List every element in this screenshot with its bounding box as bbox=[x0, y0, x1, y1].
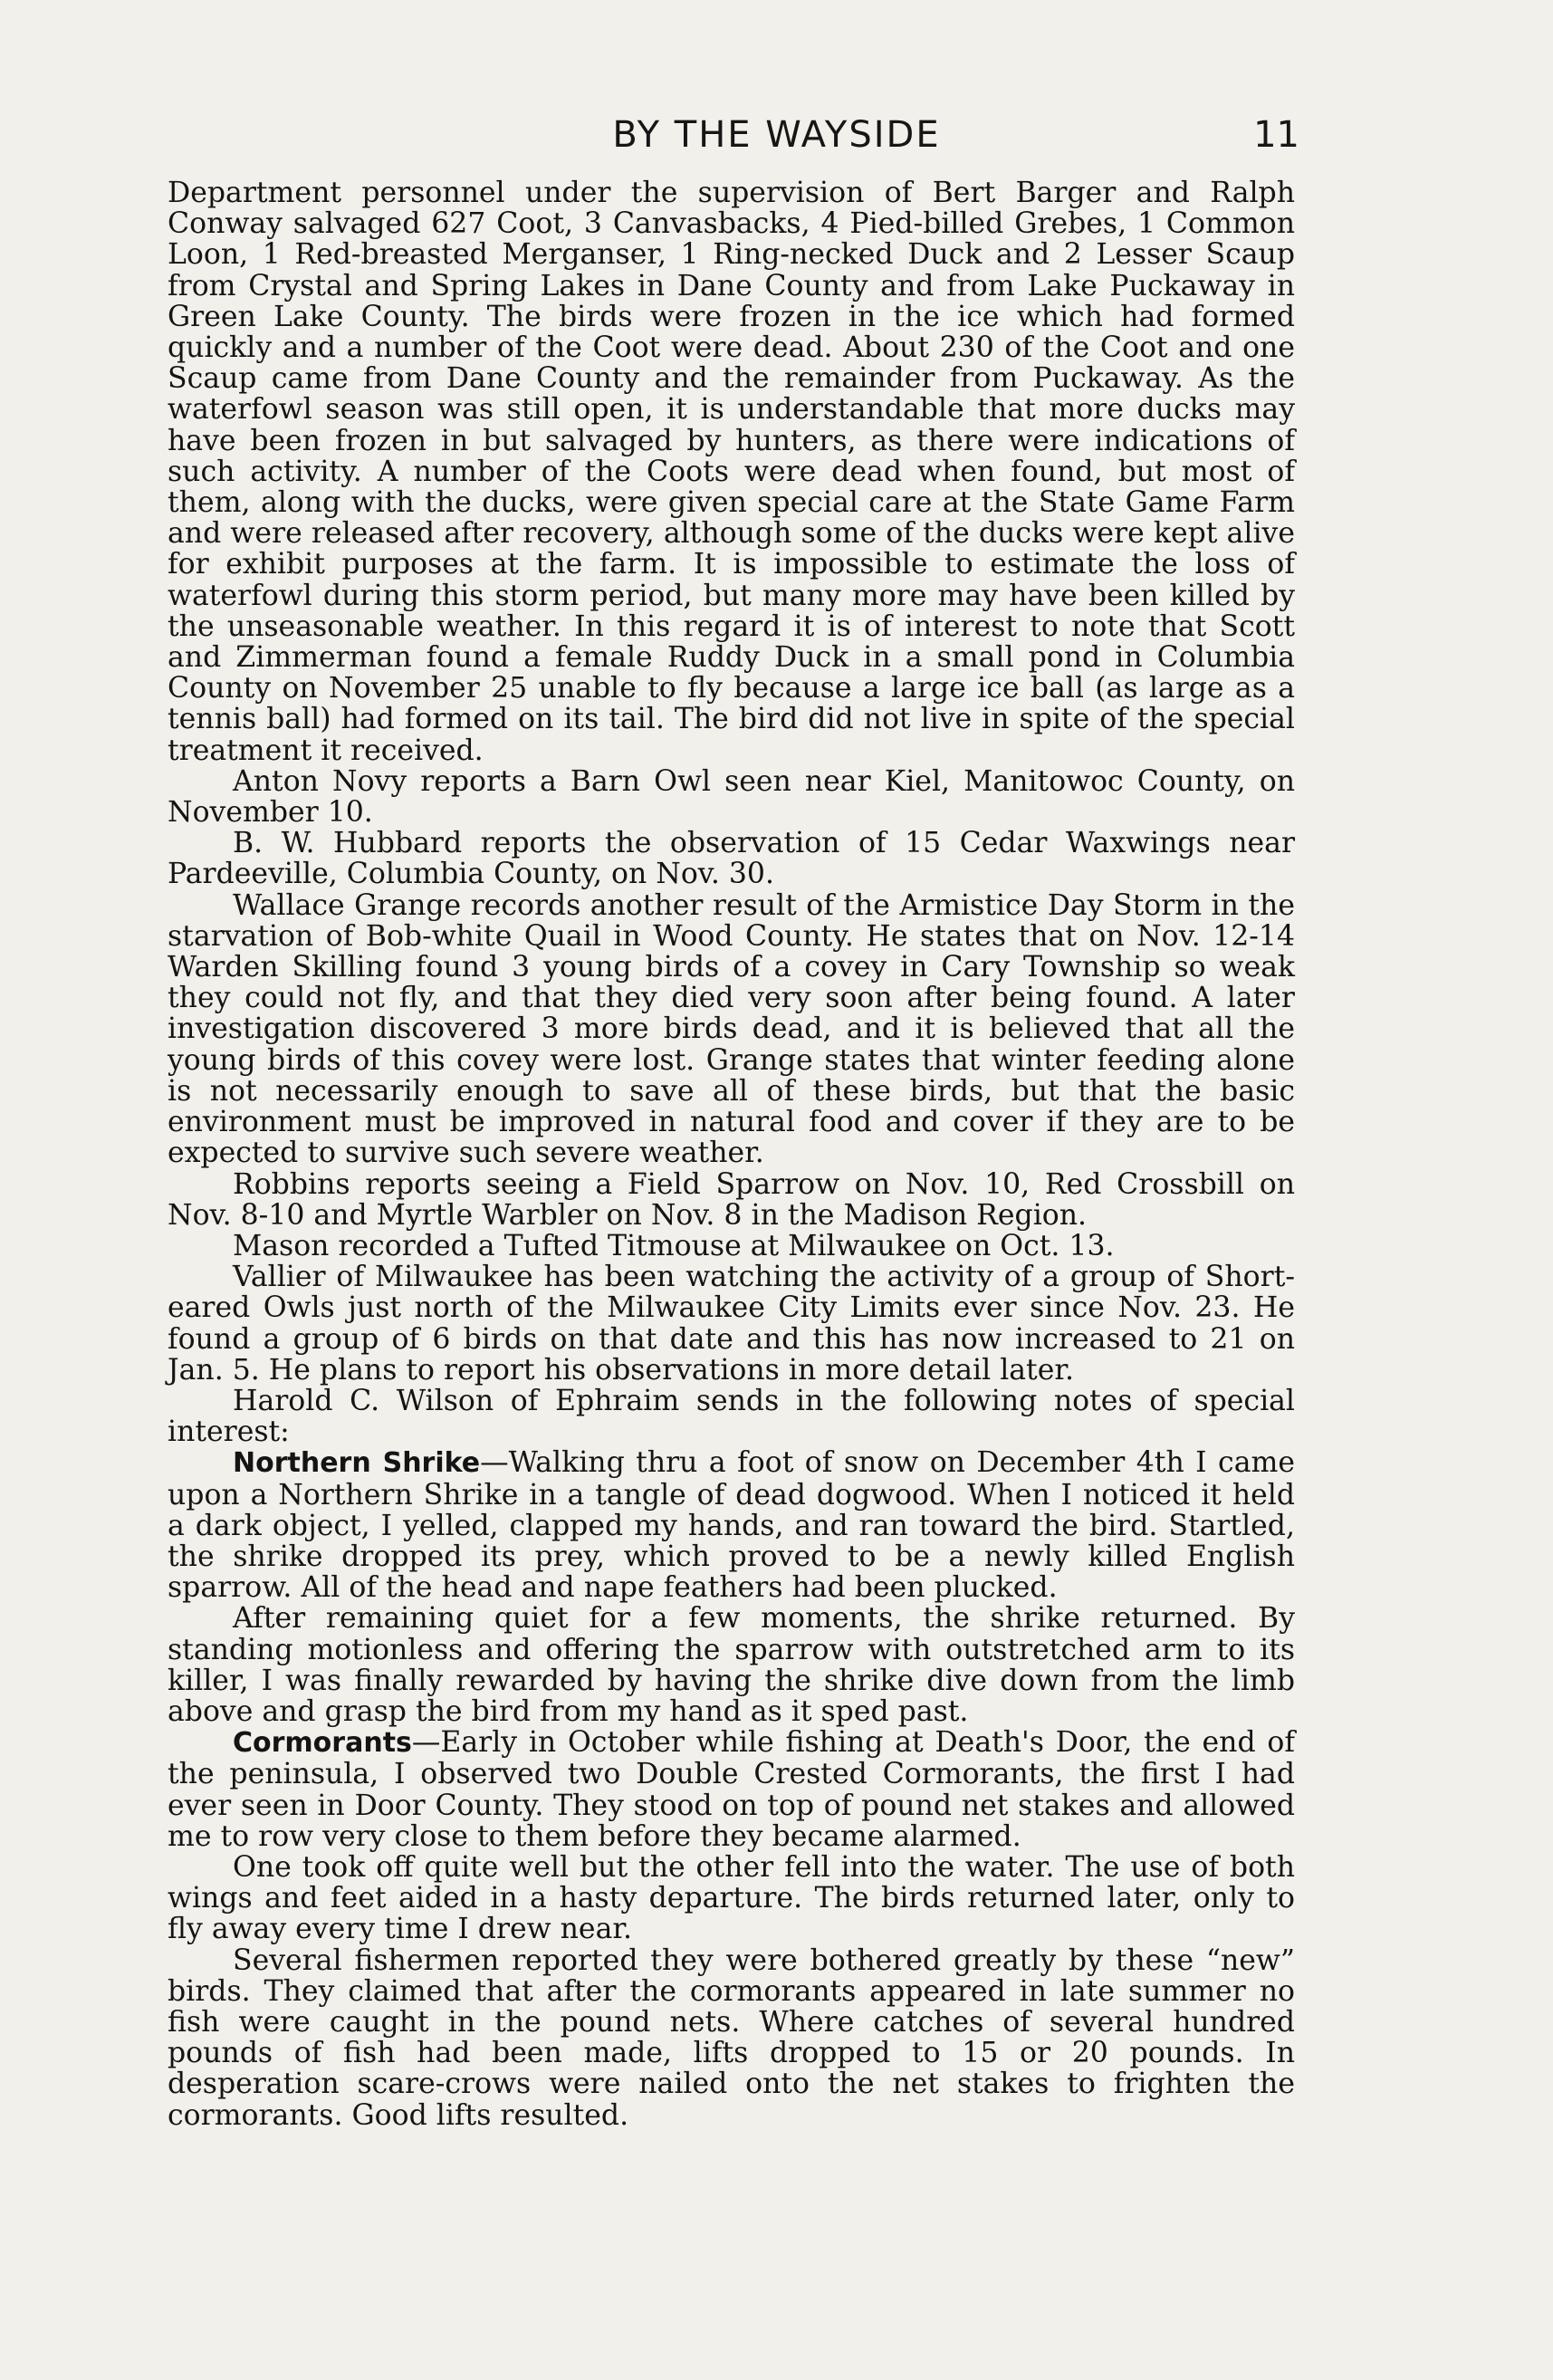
paragraph-short-eared-owls: Vallier of Milwaukee has been watching the activity of a group of Short-eared Owls just north of the Milwaukee City Limits ever since Nov. 23. He found a group of 6 birds on that date and this has now increased to 21 on Jan. 5. He plans to report his observations in more detail later. bbox=[168, 1261, 1295, 1387]
paragraph-cormorant-departure: One took off quite well but the other fell into the water. The use of both wings and feet aided in a hasty departure. The birds returned later, only to fly away every time I drew near. bbox=[168, 1850, 1295, 1946]
running-head: BY THE WAYSIDE bbox=[612, 114, 941, 156]
northern-shrike-text: —Walking thru a foot of snow on December 4th I came upon a Northern Shrike in a tangle of dead dogwood. When I noticed it held a dark object, I yelled, clapped my hands, and ran toward the bird. Startled, the shrike dropped its prey, which proved to be a newly killed English sparrow. All of the head and nape feathers had been plucked. bbox=[168, 1446, 1295, 1605]
heading-cormorants: Cormorants bbox=[233, 1727, 412, 1760]
paragraph-shrike-returned: After remaining quiet for a few moments, the shrike returned. By standing motionless and offering the sparrow with outstretched arm to its killer, I was finally rewarded by having the shrike dive down from the limb above and grasp the bird from my hand as it sped past. bbox=[168, 1602, 1295, 1728]
body-text bbox=[168, 178, 1295, 2131]
paragraph-bobwhite-quail: Wallace Grange records another result of the Armistice Day Storm in the starvation of Bob-white Quail in Wood County. He states that on Nov. 12-14 Warden Skilling found 3 young birds of a covey in Cary Township so weak they could not fly, and that they died very soon after being found. A later investigation discovered 3 more birds dead, and it is believed that all the young birds of this covey were lost. Grange states that winter feeding alone is not necessarily enough to save all of these birds, but that the basic environment must be improved in natural food and cover if they are to be expected to survive such severe weather. bbox=[168, 888, 1295, 1170]
paragraph-cormorants bbox=[168, 1727, 1295, 1852]
cormorants-text: —Early in October while fishing at Death's Door, the end of the peninsula, I observed two Double Crested Cormorants, the first I had ever seen in Door County. They stood on top of pound net stakes and allowed me to row very close to them before they became alarmed. bbox=[168, 1726, 1295, 1853]
paragraph-tufted-titmouse: Mason recorded a Tufted Titmouse at Milwaukee on Oct. 13. bbox=[233, 1229, 1115, 1262]
paragraph-cedar-waxwings: B. W. Hubbard reports the observation of 15 Cedar Waxwings near Pardeeville, Columbia County, on Nov. 30. bbox=[168, 827, 1295, 891]
page-number: 11 bbox=[1253, 114, 1299, 156]
paragraph-fishermen: Several fishermen reported they were bothered greatly by these “new” birds. They claimed that after the cormorants appeared in late summer no fish were caught in the pound nets. Where catches of several hundred pounds of fish had been made, lifts dropped to 15 or 20 pounds. In desperation scare-crows were nailed onto the net stakes to frighten the cormorants. Good lifts resulted. bbox=[168, 1943, 1295, 2132]
paragraph-storm-salvage: Department personnel under the supervision of Bert Barger and Ralph Conway salvaged 627 Coot, 3 Canvasbacks, 4 Pied-billed Grebes, 1 Common Loon, 1 Red-breasted Merganser, 1 Ring-necked Duck and 2 Lesser Scaup from Crystal and Spring Lakes in Dane County and from Lake Puckaway in Green Lake County. The birds were frozen in the ice which had formed quickly and a number of the Coot were dead. About 230 of the Coot and one Scaup came from Dane County and the remainder from Puckaway. As the waterfowl season was still open, it is understandable that more ducks may have been frozen in but salvaged by hunters, as there were indications of such activity. A number of the Coots were dead when found, but most of them, along with the ducks, were given special care at the State Game Farm and were released after recovery, although some of the ducks were kept alive for exhibit purposes at the farm. It is impossible to estimate the loss of waterfowl during this storm period, but many more may have been killed by the unseasonable weather. In this regard it is of interest to note that Scott and Zimmerman found a female Ruddy Duck in a small pond in Columbia County on November 25 unable to fly because a large ice ball (as large as a tennis ball) had formed on its tail. The bird did not live in spite of the special treatment it received. bbox=[168, 177, 1295, 767]
paragraph-wilson-intro: Harold C. Wilson of Ephraim sends in the following notes of special interest: bbox=[168, 1384, 1295, 1449]
page-header bbox=[0, 107, 1553, 161]
paragraph-field-sparrow: Robbins reports seeing a Field Sparrow on Nov. 10, Red Crossbill on Nov. 8-10 and Myrtle Warbler on Nov. 8 in the Madison Region. bbox=[168, 1167, 1295, 1232]
heading-northern-shrike: Northern Shrike bbox=[233, 1447, 481, 1480]
paragraph-northern-shrike bbox=[168, 1447, 1295, 1603]
paragraph-barn-owl: Anton Novy reports a Barn Owl seen near Kiel, Manitowoc County, on November 10. bbox=[168, 764, 1295, 830]
